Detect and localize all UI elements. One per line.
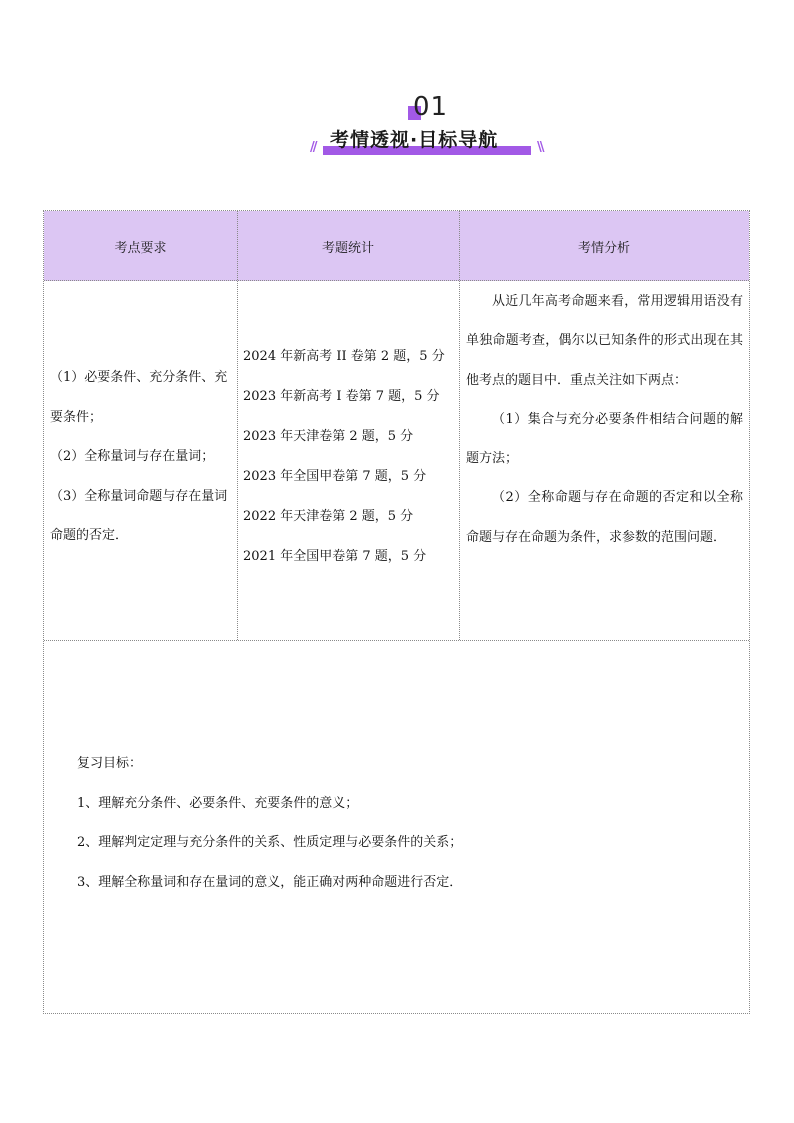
statistic-item: 2022 年天津卷第 2 题，5 分 — [243, 509, 414, 524]
statistic-item: 2023 年新高考 I 卷第 7 题，5 分 — [243, 389, 440, 404]
statistics-cell — [237, 282, 459, 640]
analysis-paragraph: 从近几年高考命题来看，常用逻辑用语没有单独命题考查，偶尔以已知条件的形式出现在其他考点的题目中．重点关注如下两点： — [466, 294, 743, 388]
statistic-item: 2023 年全国甲卷第 7 题，5 分 — [243, 469, 427, 484]
statistic-item: 2024 年新高考 II 卷第 2 题，5 分 — [243, 349, 445, 364]
exam-analysis-table — [43, 210, 750, 1014]
section-header — [0, 90, 794, 170]
table-header-row — [44, 211, 749, 281]
review-goals — [77, 744, 737, 902]
header-requirements: 考点要求 — [114, 240, 167, 256]
analysis-paragraph: （2）全称命题与存在命题的否定和以全称命题与存在命题为条件，求参数的范围问题． — [466, 490, 743, 545]
goals-title: 复习目标： — [77, 756, 143, 771]
goal-item: 1、理解充分条件、必要条件、充要条件的意义； — [77, 795, 359, 811]
requirement-item: （2）全称量词与存在量词； — [50, 449, 215, 464]
analysis-paragraph: （1）集合与充分必要条件相结合问题的解题方法； — [466, 411, 743, 467]
analysis-cell — [459, 282, 749, 640]
section-number: 01 — [413, 92, 449, 122]
section-title: 考情透视·目标导航 — [330, 129, 499, 151]
statistic-item: 2023 年天津卷第 2 题，5 分 — [243, 429, 414, 444]
requirement-item: （3）全称量词命题与存在量词命题的否定． — [50, 488, 228, 543]
goal-item: 2、理解判定定理与充分条件的关系、性质定理与必要条件的关系； — [77, 835, 463, 850]
requirement-item: （1）必要条件、充分条件、充要条件； — [50, 370, 228, 425]
header-statistics: 考题统计 — [321, 240, 374, 256]
statistic-item: 2021 年全国甲卷第 7 题，5 分 — [243, 549, 427, 564]
right-deco: \\ — [537, 140, 543, 155]
row-divider — [44, 640, 749, 641]
goal-item: 3、理解全称量词和存在量词的意义，能正确对两种命题进行否定． — [77, 874, 463, 890]
header-analysis: 考情分析 — [577, 240, 630, 256]
left-deco: // — [310, 140, 316, 155]
requirements-cell — [44, 282, 237, 640]
